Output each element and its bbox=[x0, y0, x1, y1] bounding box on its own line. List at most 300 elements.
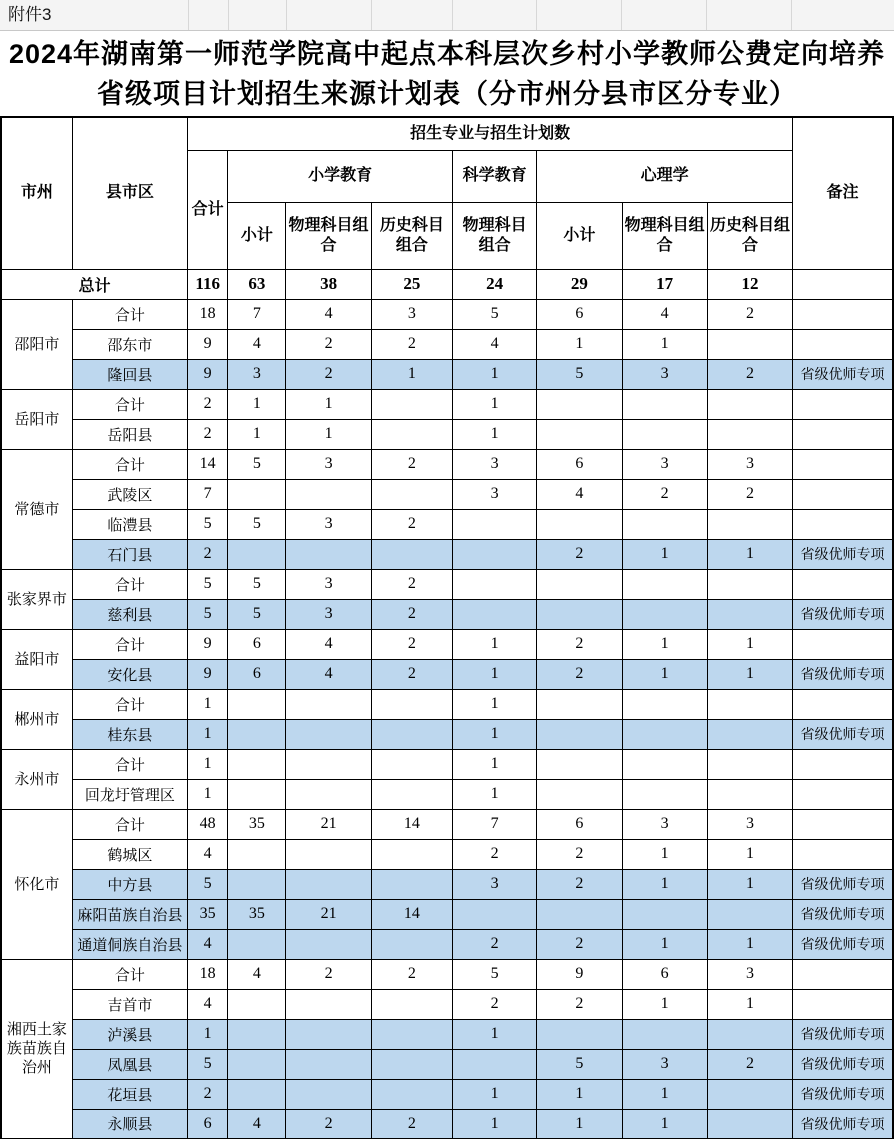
value-cell bbox=[707, 749, 792, 779]
value-cell bbox=[371, 779, 452, 809]
table-row bbox=[1, 959, 893, 989]
value-cell bbox=[622, 599, 707, 629]
value-cell bbox=[707, 389, 792, 419]
value-cell bbox=[228, 989, 286, 1019]
enrollment-plan-table bbox=[0, 116, 894, 1139]
value-cell: 6 bbox=[537, 449, 622, 479]
value-cell bbox=[707, 689, 792, 719]
grand-total-row bbox=[1, 269, 893, 299]
value-cell: 4 bbox=[622, 299, 707, 329]
value-cell: 4 bbox=[286, 629, 371, 659]
value-cell: 2 bbox=[286, 1109, 371, 1139]
county-cell: 合计 bbox=[72, 299, 187, 329]
value-cell: 2 bbox=[286, 359, 371, 389]
title-line-1: 2024年湖南第一师范学院高中起点本科层次乡村小学教师公费定向培养 bbox=[8, 38, 886, 69]
value-cell: 1 bbox=[228, 389, 286, 419]
title-line-2: 省级项目计划招生来源计划表（分市州分县市区分专业） bbox=[97, 78, 797, 109]
value-cell: 2 bbox=[452, 989, 536, 1019]
value-cell: 1 bbox=[188, 1019, 228, 1049]
value-cell: 1 bbox=[622, 629, 707, 659]
value-cell: 35 bbox=[228, 809, 286, 839]
value-cell: 1 bbox=[707, 839, 792, 869]
city-cell: 永州市 bbox=[1, 749, 72, 809]
value-cell: 4 bbox=[228, 329, 286, 359]
value-cell bbox=[371, 929, 452, 959]
value-cell bbox=[537, 599, 622, 629]
city-cell: 岳阳市 bbox=[1, 389, 72, 449]
value-cell bbox=[707, 719, 792, 749]
value-cell bbox=[537, 419, 622, 449]
value-cell: 1 bbox=[537, 1109, 622, 1139]
value-cell: 5 bbox=[452, 959, 536, 989]
table-row bbox=[1, 1019, 893, 1049]
value-cell: 1 bbox=[188, 749, 228, 779]
table-row bbox=[1, 1079, 893, 1109]
value-cell: 1 bbox=[537, 1079, 622, 1109]
value-cell: 5 bbox=[537, 1049, 622, 1079]
value-cell bbox=[228, 479, 286, 509]
county-cell: 邵东市 bbox=[72, 329, 187, 359]
value-cell: 2 bbox=[188, 419, 228, 449]
value-cell: 3 bbox=[452, 479, 536, 509]
value-cell: 7 bbox=[452, 809, 536, 839]
value-cell: 5 bbox=[228, 569, 286, 599]
value-cell: 6 bbox=[537, 809, 622, 839]
value-cell: 2 bbox=[371, 959, 452, 989]
value-cell: 1 bbox=[622, 329, 707, 359]
remark-cell bbox=[793, 479, 893, 509]
table-row bbox=[1, 869, 893, 899]
remark-cell bbox=[793, 959, 893, 989]
table-row bbox=[1, 989, 893, 1019]
value-cell bbox=[371, 539, 452, 569]
remark-cell bbox=[793, 809, 893, 839]
grand-total-value: 25 bbox=[371, 269, 452, 299]
value-cell: 2 bbox=[286, 329, 371, 359]
header-remark: 备注 bbox=[793, 117, 893, 269]
remark-cell: 省级优师专项 bbox=[793, 1019, 893, 1049]
value-cell: 1 bbox=[452, 779, 536, 809]
value-cell: 2 bbox=[537, 929, 622, 959]
value-cell: 1 bbox=[452, 659, 536, 689]
value-cell: 48 bbox=[188, 809, 228, 839]
value-cell bbox=[228, 719, 286, 749]
value-cell: 2 bbox=[371, 449, 452, 479]
value-cell: 2 bbox=[371, 599, 452, 629]
value-cell: 2 bbox=[537, 629, 622, 659]
remark-cell: 省级优师专项 bbox=[793, 599, 893, 629]
header-science-physics-combo: 物理科目组合 bbox=[452, 202, 536, 269]
county-cell: 合计 bbox=[72, 959, 187, 989]
table-row bbox=[1, 599, 893, 629]
value-cell: 3 bbox=[286, 449, 371, 479]
value-cell: 1 bbox=[537, 329, 622, 359]
value-cell: 1 bbox=[452, 1109, 536, 1139]
remark-cell bbox=[793, 389, 893, 419]
value-cell: 1 bbox=[452, 389, 536, 419]
value-cell: 1 bbox=[188, 719, 228, 749]
value-cell: 3 bbox=[622, 809, 707, 839]
value-cell: 2 bbox=[707, 1049, 792, 1079]
table-row bbox=[1, 719, 893, 749]
value-cell: 1 bbox=[622, 869, 707, 899]
value-cell: 1 bbox=[188, 779, 228, 809]
county-cell: 合计 bbox=[72, 749, 187, 779]
grand-total-label: 总计 bbox=[1, 269, 188, 299]
value-cell: 2 bbox=[286, 959, 371, 989]
value-cell: 1 bbox=[286, 389, 371, 419]
grid-line bbox=[452, 0, 453, 30]
value-cell bbox=[622, 779, 707, 809]
remark-cell bbox=[793, 749, 893, 779]
value-cell: 4 bbox=[188, 839, 228, 869]
grid-line bbox=[228, 0, 229, 30]
value-cell bbox=[228, 929, 286, 959]
grand-total-value: 116 bbox=[188, 269, 228, 299]
value-cell bbox=[537, 899, 622, 929]
value-cell: 14 bbox=[371, 899, 452, 929]
table-row bbox=[1, 809, 893, 839]
value-cell bbox=[228, 539, 286, 569]
remark-cell: 省级优师专项 bbox=[793, 719, 893, 749]
city-cell: 益阳市 bbox=[1, 629, 72, 689]
value-cell: 18 bbox=[188, 959, 228, 989]
value-cell: 1 bbox=[622, 1079, 707, 1109]
value-cell: 1 bbox=[452, 419, 536, 449]
value-cell: 4 bbox=[286, 659, 371, 689]
value-cell: 1 bbox=[371, 359, 452, 389]
value-cell bbox=[537, 1019, 622, 1049]
header-primary-education: 小学教育 bbox=[228, 150, 453, 202]
value-cell bbox=[707, 419, 792, 449]
value-cell bbox=[371, 1019, 452, 1049]
county-cell: 武陵区 bbox=[72, 479, 187, 509]
value-cell: 5 bbox=[537, 359, 622, 389]
remark-cell bbox=[793, 329, 893, 359]
header-county: 县市区 bbox=[72, 117, 187, 269]
city-cell: 邵阳市 bbox=[1, 299, 72, 389]
county-cell: 岳阳县 bbox=[72, 419, 187, 449]
value-cell: 3 bbox=[452, 449, 536, 479]
value-cell: 6 bbox=[622, 959, 707, 989]
value-cell: 5 bbox=[188, 509, 228, 539]
value-cell bbox=[286, 929, 371, 959]
value-cell: 1 bbox=[707, 629, 792, 659]
value-cell bbox=[452, 899, 536, 929]
value-cell bbox=[537, 389, 622, 419]
value-cell: 1 bbox=[707, 539, 792, 569]
table-header bbox=[1, 117, 893, 269]
grid-line bbox=[791, 0, 792, 30]
value-cell: 5 bbox=[228, 449, 286, 479]
city-cell: 怀化市 bbox=[1, 809, 72, 959]
value-cell: 3 bbox=[228, 359, 286, 389]
value-cell bbox=[228, 1019, 286, 1049]
value-cell: 4 bbox=[537, 479, 622, 509]
value-cell bbox=[707, 1109, 792, 1139]
header-psychology-history-combo: 历史科目组合 bbox=[707, 202, 792, 269]
county-cell: 临澧县 bbox=[72, 509, 187, 539]
county-cell: 合计 bbox=[72, 569, 187, 599]
header-primary-subtotal: 小计 bbox=[228, 202, 286, 269]
value-cell: 1 bbox=[452, 749, 536, 779]
grid-line bbox=[286, 0, 287, 30]
value-cell bbox=[622, 749, 707, 779]
value-cell: 9 bbox=[188, 629, 228, 659]
value-cell bbox=[452, 539, 536, 569]
value-cell bbox=[537, 509, 622, 539]
value-cell bbox=[371, 389, 452, 419]
value-cell bbox=[371, 869, 452, 899]
value-cell: 35 bbox=[188, 899, 228, 929]
value-cell: 2 bbox=[371, 629, 452, 659]
table-row bbox=[1, 1109, 893, 1139]
value-cell bbox=[228, 839, 286, 869]
value-cell bbox=[228, 749, 286, 779]
value-cell: 2 bbox=[452, 839, 536, 869]
value-cell: 1 bbox=[707, 659, 792, 689]
value-cell: 1 bbox=[622, 659, 707, 689]
county-cell: 吉首市 bbox=[72, 989, 187, 1019]
header-city: 市州 bbox=[1, 117, 72, 269]
city-cell: 常德市 bbox=[1, 449, 72, 569]
value-cell: 2 bbox=[537, 839, 622, 869]
grand-total-value: 12 bbox=[707, 269, 792, 299]
value-cell: 1 bbox=[452, 719, 536, 749]
county-cell: 慈利县 bbox=[72, 599, 187, 629]
remark-cell bbox=[793, 629, 893, 659]
value-cell: 1 bbox=[622, 1109, 707, 1139]
value-cell: 3 bbox=[371, 299, 452, 329]
county-cell: 永顺县 bbox=[72, 1109, 187, 1139]
county-cell: 合计 bbox=[72, 629, 187, 659]
remark-cell: 省级优师专项 bbox=[793, 1079, 893, 1109]
header-psychology-subtotal: 小计 bbox=[537, 202, 622, 269]
grand-total-value: 29 bbox=[537, 269, 622, 299]
value-cell bbox=[286, 1079, 371, 1109]
value-cell bbox=[707, 599, 792, 629]
value-cell bbox=[452, 1049, 536, 1079]
grid-line bbox=[706, 0, 707, 30]
value-cell: 2 bbox=[537, 659, 622, 689]
value-cell bbox=[452, 569, 536, 599]
table-row bbox=[1, 629, 893, 659]
value-cell: 3 bbox=[707, 449, 792, 479]
value-cell bbox=[622, 509, 707, 539]
remark-cell: 省级优师专项 bbox=[793, 929, 893, 959]
value-cell bbox=[707, 1019, 792, 1049]
county-cell: 通道侗族自治县 bbox=[72, 929, 187, 959]
table-row bbox=[1, 929, 893, 959]
value-cell: 3 bbox=[622, 1049, 707, 1079]
grand-total-remark bbox=[793, 269, 893, 299]
county-cell: 麻阳苗族自治县 bbox=[72, 899, 187, 929]
value-cell: 5 bbox=[452, 299, 536, 329]
county-cell: 泸溪县 bbox=[72, 1019, 187, 1049]
grid-line bbox=[621, 0, 622, 30]
table-row bbox=[1, 329, 893, 359]
value-cell bbox=[707, 509, 792, 539]
value-cell bbox=[622, 569, 707, 599]
table-row bbox=[1, 509, 893, 539]
table-row bbox=[1, 779, 893, 809]
value-cell: 1 bbox=[452, 1079, 536, 1109]
header-group-title: 招生专业与招生计划数 bbox=[188, 117, 793, 150]
document-title bbox=[0, 31, 894, 116]
value-cell: 2 bbox=[371, 1109, 452, 1139]
value-cell bbox=[286, 689, 371, 719]
table-row bbox=[1, 419, 893, 449]
header-total: 合计 bbox=[188, 150, 228, 269]
value-cell: 2 bbox=[707, 479, 792, 509]
value-cell: 18 bbox=[188, 299, 228, 329]
value-cell: 2 bbox=[537, 539, 622, 569]
value-cell: 1 bbox=[286, 419, 371, 449]
city-cell: 湘西土家族苗族自治州 bbox=[1, 959, 72, 1139]
value-cell: 1 bbox=[452, 359, 536, 389]
value-cell bbox=[537, 569, 622, 599]
remark-cell bbox=[793, 299, 893, 329]
value-cell: 2 bbox=[452, 929, 536, 959]
city-cell: 张家界市 bbox=[1, 569, 72, 629]
county-cell: 回龙圩管理区 bbox=[72, 779, 187, 809]
value-cell: 4 bbox=[188, 989, 228, 1019]
county-cell: 中方县 bbox=[72, 869, 187, 899]
value-cell: 2 bbox=[371, 509, 452, 539]
value-cell bbox=[537, 749, 622, 779]
remark-cell bbox=[793, 779, 893, 809]
value-cell bbox=[286, 989, 371, 1019]
remark-cell bbox=[793, 569, 893, 599]
grid-line bbox=[536, 0, 537, 30]
value-cell bbox=[452, 509, 536, 539]
value-cell: 9 bbox=[537, 959, 622, 989]
table-row bbox=[1, 1049, 893, 1079]
header-primary-history-combo: 历史科目组合 bbox=[371, 202, 452, 269]
value-cell: 14 bbox=[188, 449, 228, 479]
value-cell bbox=[537, 719, 622, 749]
value-cell: 3 bbox=[286, 569, 371, 599]
remark-cell: 省级优师专项 bbox=[793, 869, 893, 899]
value-cell bbox=[707, 779, 792, 809]
value-cell: 1 bbox=[228, 419, 286, 449]
header-primary-physics-combo: 物理科目组合 bbox=[286, 202, 371, 269]
value-cell: 4 bbox=[188, 929, 228, 959]
table-row bbox=[1, 479, 893, 509]
header-psychology-physics-combo: 物理科目组合 bbox=[622, 202, 707, 269]
value-cell bbox=[286, 539, 371, 569]
remark-cell: 省级优师专项 bbox=[793, 659, 893, 689]
value-cell: 3 bbox=[707, 959, 792, 989]
value-cell: 4 bbox=[228, 959, 286, 989]
county-cell: 合计 bbox=[72, 689, 187, 719]
header-science-education: 科学教育 bbox=[452, 150, 536, 202]
value-cell: 3 bbox=[622, 359, 707, 389]
value-cell bbox=[228, 1079, 286, 1109]
value-cell: 1 bbox=[707, 869, 792, 899]
value-cell: 7 bbox=[188, 479, 228, 509]
remark-cell: 省级优师专项 bbox=[793, 359, 893, 389]
value-cell bbox=[707, 569, 792, 599]
value-cell bbox=[228, 1049, 286, 1079]
value-cell bbox=[371, 1079, 452, 1109]
county-cell: 合计 bbox=[72, 809, 187, 839]
remark-cell bbox=[793, 689, 893, 719]
value-cell: 4 bbox=[286, 299, 371, 329]
value-cell: 5 bbox=[228, 599, 286, 629]
value-cell bbox=[286, 779, 371, 809]
value-cell bbox=[371, 419, 452, 449]
remark-cell: 省级优师专项 bbox=[793, 1049, 893, 1079]
county-cell: 石门县 bbox=[72, 539, 187, 569]
value-cell: 2 bbox=[371, 569, 452, 599]
remark-cell: 省级优师专项 bbox=[793, 539, 893, 569]
value-cell: 9 bbox=[188, 359, 228, 389]
grand-total-value: 17 bbox=[622, 269, 707, 299]
table-row bbox=[1, 569, 893, 599]
value-cell: 1 bbox=[622, 539, 707, 569]
table-row bbox=[1, 449, 893, 479]
value-cell bbox=[622, 899, 707, 929]
value-cell: 9 bbox=[188, 659, 228, 689]
remark-cell bbox=[793, 509, 893, 539]
spreadsheet-top-row bbox=[0, 0, 894, 31]
value-cell: 1 bbox=[707, 989, 792, 1019]
county-cell: 合计 bbox=[72, 449, 187, 479]
value-cell: 3 bbox=[286, 599, 371, 629]
grand-total-value: 24 bbox=[452, 269, 536, 299]
remark-cell bbox=[793, 989, 893, 1019]
value-cell bbox=[286, 479, 371, 509]
remark-cell bbox=[793, 419, 893, 449]
county-cell: 桂东县 bbox=[72, 719, 187, 749]
value-cell bbox=[622, 719, 707, 749]
value-cell bbox=[371, 479, 452, 509]
value-cell: 1 bbox=[452, 689, 536, 719]
grid-line bbox=[371, 0, 372, 30]
value-cell: 1 bbox=[622, 839, 707, 869]
value-cell bbox=[707, 1079, 792, 1109]
table-row bbox=[1, 389, 893, 419]
value-cell bbox=[371, 839, 452, 869]
value-cell: 5 bbox=[188, 1049, 228, 1079]
value-cell bbox=[228, 779, 286, 809]
value-cell: 6 bbox=[537, 299, 622, 329]
value-cell: 3 bbox=[707, 809, 792, 839]
value-cell: 2 bbox=[537, 989, 622, 1019]
value-cell: 3 bbox=[452, 869, 536, 899]
value-cell bbox=[622, 689, 707, 719]
county-cell: 鹤城区 bbox=[72, 839, 187, 869]
attachment-label: 附件3 bbox=[8, 5, 52, 24]
value-cell bbox=[622, 1019, 707, 1049]
table-row bbox=[1, 689, 893, 719]
value-cell bbox=[286, 749, 371, 779]
table-row bbox=[1, 359, 893, 389]
value-cell: 7 bbox=[228, 299, 286, 329]
value-cell bbox=[452, 599, 536, 629]
value-cell: 5 bbox=[188, 599, 228, 629]
value-cell: 2 bbox=[188, 389, 228, 419]
value-cell: 5 bbox=[188, 569, 228, 599]
remark-cell bbox=[793, 449, 893, 479]
grand-total-value: 63 bbox=[228, 269, 286, 299]
county-cell: 隆回县 bbox=[72, 359, 187, 389]
value-cell bbox=[371, 749, 452, 779]
county-cell: 安化县 bbox=[72, 659, 187, 689]
remark-cell: 省级优师专项 bbox=[793, 899, 893, 929]
value-cell: 4 bbox=[228, 1109, 286, 1139]
